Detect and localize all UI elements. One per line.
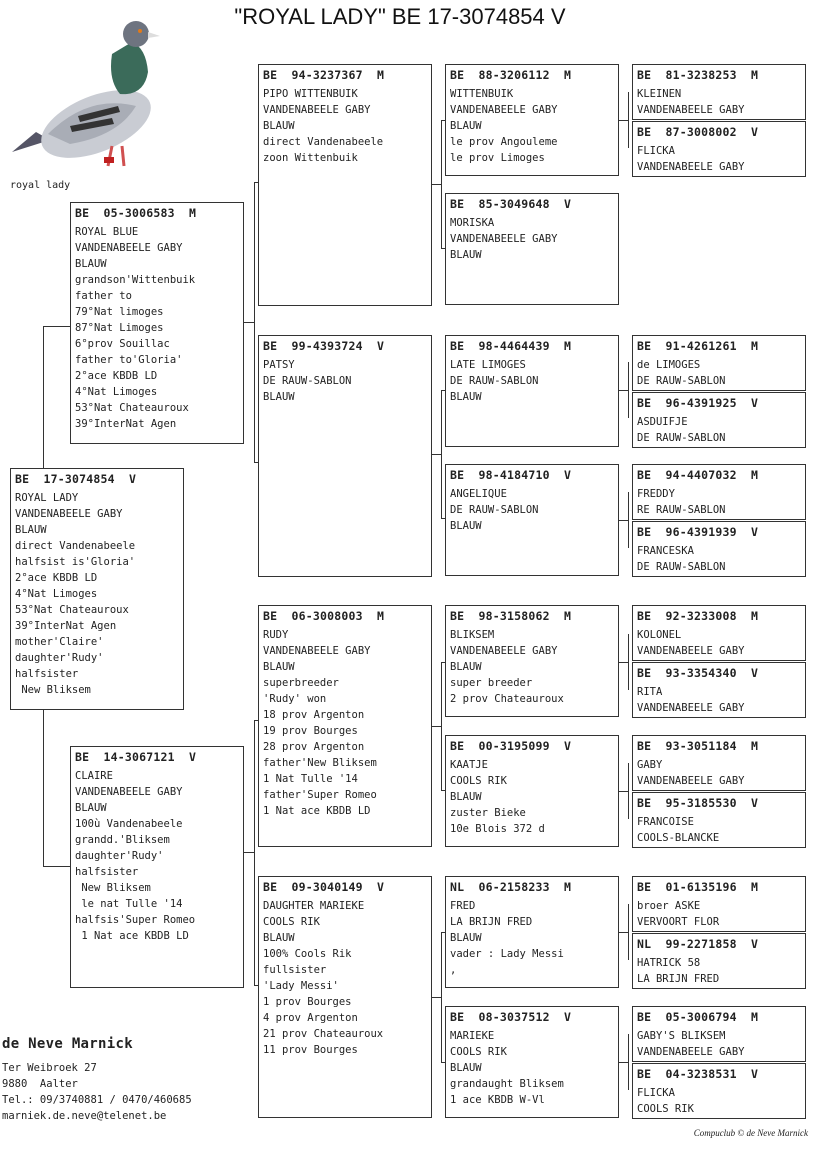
detail-line: 4°Nat Limoges bbox=[75, 386, 158, 398]
pigeon-card-sire bbox=[70, 202, 244, 444]
detail-line: daughter'Rudy' bbox=[15, 652, 104, 664]
detail-line: GABY bbox=[637, 759, 663, 771]
detail-line: 2°ace KBDB LD bbox=[75, 370, 158, 382]
detail-line: VANDENABEELE GABY bbox=[450, 645, 558, 657]
card-details bbox=[637, 143, 801, 175]
detail-line: RITA bbox=[637, 686, 663, 698]
detail-line: 39°InterNat Agen bbox=[15, 620, 117, 632]
pigeon-card-gggp bbox=[632, 64, 806, 120]
detail-line: 53°Nat Chateauroux bbox=[75, 402, 189, 414]
card-details bbox=[637, 627, 801, 659]
card-details bbox=[637, 814, 801, 846]
ring-number: BE 94-3237367 M bbox=[263, 68, 385, 82]
pigeon-card-ggp bbox=[445, 64, 619, 176]
detail-line: New Bliksem bbox=[75, 882, 151, 894]
card-details bbox=[450, 86, 614, 166]
detail-line: 1 ace KBDB W-Vl bbox=[450, 1094, 545, 1106]
ring-number: BE 93-3354340 V bbox=[637, 666, 759, 680]
detail-line: VANDENABEELE GABY bbox=[450, 104, 558, 116]
leg-ring bbox=[104, 157, 114, 163]
detail-line: PATSY bbox=[263, 359, 295, 371]
detail-line: BLAUW bbox=[15, 524, 47, 536]
detail-line: VANDENABEELE GABY bbox=[637, 1046, 745, 1058]
detail-line: le prov Limoges bbox=[450, 152, 545, 164]
detail-line: grandd.'Bliksem bbox=[75, 834, 170, 846]
card-details bbox=[637, 1085, 801, 1117]
ring-number: BE 93-3051184 M bbox=[637, 739, 759, 753]
card-details bbox=[637, 357, 801, 389]
connector bbox=[431, 726, 442, 727]
detail-line: 1 Nat ace KBDB LD bbox=[75, 930, 189, 942]
detail-line: RE RAUW-SABLON bbox=[637, 504, 726, 516]
connector bbox=[431, 184, 442, 185]
detail-line: 87°Nat Limoges bbox=[75, 322, 164, 334]
detail-line: broer ASKE bbox=[637, 900, 701, 912]
detail-line: KLEINEN bbox=[637, 88, 682, 100]
pigeon-card-ggp bbox=[445, 1006, 619, 1118]
detail-line: 19 prov Bourges bbox=[263, 725, 358, 737]
detail-line: 11 prov Bourges bbox=[263, 1044, 358, 1056]
detail-line: 'Rudy' won bbox=[263, 693, 327, 705]
pigeon-card-gggp bbox=[632, 662, 806, 718]
card-details bbox=[637, 757, 801, 789]
connector bbox=[618, 1062, 629, 1063]
detail-line: COOLS RIK bbox=[637, 1103, 694, 1115]
detail-line: superbreeder bbox=[263, 677, 339, 689]
detail-line: VANDENABEELE GABY bbox=[263, 104, 371, 116]
detail-line: VANDENABEELE GABY bbox=[450, 233, 558, 245]
ring-number: BE 96-4391925 V bbox=[637, 396, 759, 410]
ring-number: BE 98-4464439 M bbox=[450, 339, 572, 353]
detail-line: 53°Nat Chateauroux bbox=[15, 604, 129, 616]
pigeon-card-dam-sire bbox=[258, 605, 432, 847]
connector bbox=[43, 326, 71, 327]
detail-line: COOLS RIK bbox=[450, 1046, 507, 1058]
pigeon-card-sire-sire bbox=[258, 64, 432, 306]
detail-line: RUDY bbox=[263, 629, 289, 641]
detail-line: BLAUW bbox=[263, 661, 295, 673]
pigeon-beak bbox=[148, 32, 160, 38]
detail-line: father'Super Romeo bbox=[263, 789, 377, 801]
ring-number: BE 95-3185530 V bbox=[637, 796, 759, 810]
card-details bbox=[263, 86, 427, 166]
ring-number: BE 17-3074854 V bbox=[15, 472, 137, 486]
card-details bbox=[263, 898, 427, 1058]
card-details bbox=[450, 898, 614, 978]
pigeon-card-ggp bbox=[445, 605, 619, 717]
detail-line: 1 Nat ace KBDB LD bbox=[263, 805, 371, 817]
detail-line: 2 prov Chateauroux bbox=[450, 693, 564, 705]
pigeon-card-dam bbox=[70, 746, 244, 988]
detail-line: BLAUW bbox=[450, 1062, 482, 1074]
detail-line: 1 prov Bourges bbox=[263, 996, 352, 1008]
detail-line: VANDENABEELE GABY bbox=[263, 645, 371, 657]
detail-line: DE RAUW-SABLON bbox=[263, 375, 352, 387]
connector bbox=[243, 322, 255, 323]
pigeon-head bbox=[123, 21, 149, 47]
connector bbox=[43, 710, 44, 866]
connector bbox=[618, 662, 629, 663]
detail-line: MARIEKE bbox=[450, 1030, 495, 1042]
detail-line: ASDUIFJE bbox=[637, 416, 688, 428]
detail-line: super breeder bbox=[450, 677, 533, 689]
detail-line: LATE LIMOGES bbox=[450, 359, 526, 371]
detail-line: 4°Nat Limoges bbox=[15, 588, 98, 600]
detail-line: DAUGHTER MARIEKE bbox=[263, 900, 365, 912]
detail-line: COOLS-BLANCKE bbox=[637, 832, 720, 844]
detail-line: 4 prov Argenton bbox=[263, 1012, 358, 1024]
ring-number: BE 88-3206112 M bbox=[450, 68, 572, 82]
detail-line: VANDENABEELE GABY bbox=[637, 104, 745, 116]
detail-line: DE RAUW-SABLON bbox=[637, 561, 726, 573]
ring-number: BE 04-3238531 V bbox=[637, 1067, 759, 1081]
pigeon-card-gggp bbox=[632, 1063, 806, 1119]
detail-line: grandaught Bliksem bbox=[450, 1078, 564, 1090]
ring-number: BE 05-3006794 M bbox=[637, 1010, 759, 1024]
ring-number: BE 96-4391939 V bbox=[637, 525, 759, 539]
pigeon-card-ggp bbox=[445, 335, 619, 447]
detail-line: le prov Angouleme bbox=[450, 136, 558, 148]
pigeon-card-gggp bbox=[632, 735, 806, 791]
detail-line: de LIMOGES bbox=[637, 359, 701, 371]
detail-line: ROYAL BLUE bbox=[75, 226, 139, 238]
detail-line: BLAUW bbox=[263, 391, 295, 403]
detail-line: COOLS RIK bbox=[450, 775, 507, 787]
detail-line: DE RAUW-SABLON bbox=[637, 375, 726, 387]
card-details bbox=[15, 490, 179, 698]
pigeon-card-gggp bbox=[632, 121, 806, 177]
detail-line: KAATJE bbox=[450, 759, 488, 771]
detail-line: FLICKA bbox=[637, 1087, 675, 1099]
detail-line: direct Vandenabeele bbox=[263, 136, 384, 148]
detail-line: 28 prov Argenton bbox=[263, 741, 365, 753]
detail-line: FRED bbox=[450, 900, 476, 912]
detail-line: FREDDY bbox=[637, 488, 675, 500]
card-details bbox=[637, 1028, 801, 1060]
pigeon-card-gggp bbox=[632, 792, 806, 848]
detail-line: 10e Blois 372 d bbox=[450, 823, 545, 835]
connector bbox=[618, 932, 629, 933]
detail-line: 18 prov Argenton bbox=[263, 709, 365, 721]
detail-line: BLAUW bbox=[450, 661, 482, 673]
detail-line: halfsis'Super Romeo bbox=[75, 914, 196, 926]
ring-number: BE 99-4393724 V bbox=[263, 339, 385, 353]
detail-line: BLAUW bbox=[450, 520, 482, 532]
detail-line: BLAUW bbox=[75, 258, 107, 270]
detail-line: , bbox=[450, 964, 457, 976]
detail-line: VANDENABEELE GABY bbox=[75, 242, 183, 254]
pigeon-card-sire-dam bbox=[258, 335, 432, 577]
detail-line: 79°Nat limoges bbox=[75, 306, 164, 318]
pigeon-card-gggp bbox=[632, 464, 806, 520]
ring-number: BE 06-3008003 M bbox=[263, 609, 385, 623]
detail-line: KOLONEL bbox=[637, 629, 682, 641]
detail-line: LA BRIJN FRED bbox=[637, 973, 720, 985]
detail-line: VANDENABEELE GABY bbox=[15, 508, 123, 520]
connector bbox=[43, 866, 71, 867]
detail-line: mother'Claire' bbox=[15, 636, 104, 648]
detail-line: daughter'Rudy' bbox=[75, 850, 164, 862]
detail-line: FRANCESKA bbox=[637, 545, 694, 557]
connector bbox=[431, 997, 442, 998]
ring-number: BE 94-4407032 M bbox=[637, 468, 759, 482]
pigeon-card-ggp bbox=[445, 464, 619, 576]
owner-name: de Neve Marnick bbox=[2, 1036, 133, 1052]
detail-line: father to bbox=[75, 290, 132, 302]
pigeon-card-dam-dam bbox=[258, 876, 432, 1118]
detail-line: 100ù Vandenabeele bbox=[75, 818, 183, 830]
detail-line: halfsister bbox=[75, 866, 139, 878]
detail-line: BLAUW bbox=[450, 249, 482, 261]
card-details bbox=[637, 898, 801, 930]
detail-line: father to'Gloria' bbox=[75, 354, 183, 366]
card-details bbox=[450, 486, 614, 534]
ring-number: BE 91-4261261 M bbox=[637, 339, 759, 353]
detail-line: 2°ace KBDB LD bbox=[15, 572, 98, 584]
detail-line: vader : Lady Messi bbox=[450, 948, 564, 960]
card-details bbox=[637, 543, 801, 575]
connector bbox=[431, 454, 442, 455]
connector bbox=[618, 791, 629, 792]
detail-line: VANDENABEELE GABY bbox=[637, 645, 745, 657]
detail-line: direct Vandenabeele bbox=[15, 540, 136, 552]
ring-number: BE 98-3158062 M bbox=[450, 609, 572, 623]
detail-line: MORISKA bbox=[450, 217, 495, 229]
detail-line: New Bliksem bbox=[15, 684, 91, 696]
card-details bbox=[450, 215, 614, 263]
owner-street: Ter Weibroek 27 bbox=[2, 1062, 97, 1074]
detail-line: 39°InterNat Agen bbox=[75, 418, 177, 430]
card-details bbox=[637, 684, 801, 716]
pigeon-card-ggp bbox=[445, 193, 619, 305]
detail-line: CLAIRE bbox=[75, 770, 113, 782]
card-details bbox=[637, 414, 801, 446]
detail-line: VANDENABEELE GABY bbox=[637, 702, 745, 714]
ring-number: BE 00-3195099 V bbox=[450, 739, 572, 753]
pigeon-eye bbox=[138, 29, 142, 33]
detail-line: zuster Bieke bbox=[450, 807, 526, 819]
detail-line: PIPO WITTENBUIK bbox=[263, 88, 358, 100]
detail-line: halfsister bbox=[15, 668, 79, 680]
pigeon-card-subject bbox=[10, 468, 184, 710]
card-details bbox=[75, 224, 239, 432]
pigeon-card-gggp bbox=[632, 521, 806, 577]
pigeon-neck bbox=[111, 42, 148, 94]
card-details bbox=[450, 357, 614, 405]
detail-line: 1 Nat Tulle '14 bbox=[263, 773, 358, 785]
connector bbox=[618, 390, 629, 391]
ring-number: BE 92-3233008 M bbox=[637, 609, 759, 623]
detail-line: VANDENABEELE GABY bbox=[637, 161, 745, 173]
pigeon-card-gggp bbox=[632, 1006, 806, 1062]
card-details bbox=[450, 1028, 614, 1108]
detail-line: BLAUW bbox=[263, 120, 295, 132]
detail-line: halfsist is'Gloria' bbox=[15, 556, 136, 568]
detail-line: father'New Bliksem bbox=[263, 757, 377, 769]
detail-line: 'Lady Messi' bbox=[263, 980, 339, 992]
detail-line: VANDENABEELE GABY bbox=[75, 786, 183, 798]
detail-line: BLAUW bbox=[450, 791, 482, 803]
detail-line: WITTENBUIK bbox=[450, 88, 514, 100]
ring-number: BE 87-3008002 V bbox=[637, 125, 759, 139]
card-details bbox=[263, 627, 427, 819]
ring-number: BE 08-3037512 V bbox=[450, 1010, 572, 1024]
detail-line: BLAUW bbox=[450, 932, 482, 944]
card-details bbox=[637, 86, 801, 118]
detail-line: 6°prov Souillac bbox=[75, 338, 170, 350]
detail-line: BLAUW bbox=[263, 932, 295, 944]
detail-line: HATRICK 58 bbox=[637, 957, 701, 969]
detail-line: BLIKSEM bbox=[450, 629, 495, 641]
detail-line: grandson'Wittenbuik bbox=[75, 274, 196, 286]
card-details bbox=[450, 757, 614, 837]
ring-number: BE 09-3040149 V bbox=[263, 880, 385, 894]
detail-line: FLICKA bbox=[637, 145, 675, 157]
ring-number: BE 85-3049648 V bbox=[450, 197, 572, 211]
detail-line: COOLS RIK bbox=[263, 916, 320, 928]
connector bbox=[243, 852, 255, 853]
ring-number: BE 01-6135196 M bbox=[637, 880, 759, 894]
ring-number: BE 14-3067121 V bbox=[75, 750, 197, 764]
detail-line: ROYAL LADY bbox=[15, 492, 79, 504]
owner-phone: Tel.: 09/3740881 / 0470/460685 bbox=[2, 1094, 192, 1106]
ring-number: NL 99-2271858 V bbox=[637, 937, 759, 951]
owner-info bbox=[2, 1036, 192, 1124]
detail-line: BLAUW bbox=[450, 120, 482, 132]
ring-number: BE 98-4184710 V bbox=[450, 468, 572, 482]
owner-city: 9880 Aalter bbox=[2, 1078, 78, 1090]
pigeon-card-ggp bbox=[445, 735, 619, 847]
photo-caption: royal lady bbox=[10, 180, 71, 191]
detail-line: le nat Tulle '14 bbox=[75, 898, 183, 910]
pigeon-card-ggp bbox=[445, 876, 619, 988]
card-details bbox=[637, 955, 801, 987]
detail-line: DE RAUW-SABLON bbox=[450, 375, 539, 387]
detail-line: GABY'S BLIKSEM bbox=[637, 1030, 726, 1042]
pigeon-card-gggp bbox=[632, 335, 806, 391]
detail-line: 100% Cools Rik bbox=[263, 948, 352, 960]
detail-line: LA BRIJN FRED bbox=[450, 916, 533, 928]
owner-email: marniek.de.neve@telenet.be bbox=[2, 1110, 167, 1122]
connector bbox=[618, 120, 629, 121]
ring-number: BE 81-3238253 M bbox=[637, 68, 759, 82]
page-title: "ROYAL LADY" BE 17-3074854 V bbox=[234, 4, 566, 29]
detail-line: ANGELIQUE bbox=[450, 488, 507, 500]
detail-line: BLAUW bbox=[75, 802, 107, 814]
pigeon-card-gggp bbox=[632, 933, 806, 989]
card-details bbox=[637, 486, 801, 518]
card-details bbox=[75, 768, 239, 944]
pigeon-photo bbox=[8, 14, 168, 179]
detail-line: DE RAUW-SABLON bbox=[637, 432, 726, 444]
pigeon-card-gggp bbox=[632, 392, 806, 448]
ring-number: BE 05-3006583 M bbox=[75, 206, 197, 220]
ring-number: NL 06-2158233 M bbox=[450, 880, 572, 894]
detail-line: zoon Wittenbuik bbox=[263, 152, 358, 164]
detail-line: FRANCOISE bbox=[637, 816, 694, 828]
connector bbox=[618, 520, 629, 521]
detail-line: fullsister bbox=[263, 964, 327, 976]
pigeon-card-gggp bbox=[632, 876, 806, 932]
connector bbox=[43, 326, 44, 468]
detail-line: VERVOORT FLOR bbox=[637, 916, 720, 928]
detail-line: 21 prov Chateauroux bbox=[263, 1028, 384, 1040]
card-details bbox=[450, 627, 614, 707]
detail-line: BLAUW bbox=[450, 391, 482, 403]
detail-line: DE RAUW-SABLON bbox=[450, 504, 539, 516]
card-details bbox=[263, 357, 427, 405]
detail-line: VANDENABEELE GABY bbox=[637, 775, 745, 787]
credit-line: Compuclub © de Neve Marnick bbox=[693, 1128, 808, 1138]
pigeon-card-gggp bbox=[632, 605, 806, 661]
